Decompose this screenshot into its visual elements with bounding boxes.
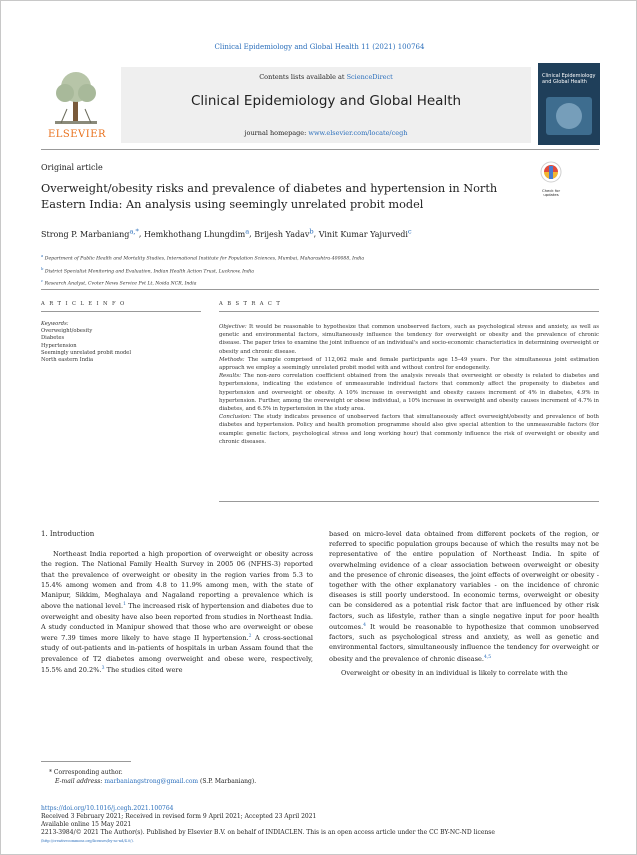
contents-prefix: Contents lists available at xyxy=(259,73,347,81)
paper-title: Overweight/obesity risks and prevalence of diabetes and hypertension in North Eastern India: An analysis using seemingly unrelated probit model xyxy=(41,182,498,211)
license-line: 2213-3984/© 2021 The Author(s). Published by Elsevier B.V. on behalf of INDIACLEN. This is an open access article under the CC BY-NC-ND license xyxy=(41,829,495,836)
author-3[interactable]: Brijesh Yadav$^b$ xyxy=(254,227,314,239)
intro-paragraph: Northeast India reported a high proportion of overweight or obesity across the region. The National Family Health Survey in 2005 06 (NFHS-3) reported that the prevalence of overweight or obesity in the region varies from 5.3 to 15.4% among women and from 4.8 to 11.9% among men, with the state of Manipur, Sikkim, Meghalaya and Nagaland reporting a prevalence which is above the national level.$^1$ The increased risk of hypertension and diabetes due to overweight and obesity have also been reported from studies in Northeast India. A study conducted in Manipur showed that those who are overweight or obese were 7.39 times more likely to have stage II hypertension.$^2$ A cross-sectional study of out-patients and in-patients of hospitals in urban Assam found that the prevalence of T2 diabetes among overweight and obese were, respectively, 15.5% and 20.2%.$^3$ The studies cited were xyxy=(41,550,314,674)
keyword: Overweight/obesity xyxy=(41,328,93,335)
affiliation-divider xyxy=(41,289,599,290)
publication-info xyxy=(41,805,601,845)
citation-link[interactable]: 4,5 xyxy=(483,654,492,660)
abstract-end-divider xyxy=(219,501,599,502)
affiliation-c: $^c$ Research Analyst, Cvoter News Service Pvt Lt, Noida NCR, India xyxy=(41,278,197,287)
contents-line xyxy=(121,73,531,81)
doi-link[interactable]: https://doi.org/10.1016/j.cegh.2021.100764 xyxy=(41,805,174,812)
keywords-block xyxy=(41,321,201,364)
email-line: E-mail address: marbaniangstrong@gmail.com (S.P. Marbaniang). xyxy=(55,778,257,785)
online-date: Available online 15 May 2021 xyxy=(41,821,132,828)
citation-link[interactable]: 3 xyxy=(101,665,105,671)
crossmark-label: Check for updates xyxy=(541,188,561,197)
keyword: Diabetes xyxy=(41,335,65,342)
abstract-divider xyxy=(219,311,599,312)
crossmark-button[interactable] xyxy=(538,161,564,197)
citation-link[interactable]: 4 xyxy=(363,622,367,628)
journal-cover[interactable] xyxy=(538,63,600,145)
masthead-center xyxy=(121,67,531,143)
author-4[interactable]: Vinit Kumar Yajurvedi$^c$ xyxy=(318,227,412,239)
article-info-divider xyxy=(41,311,201,312)
homepage-prefix: journal homepage: xyxy=(244,129,309,137)
affiliation-a: $^a$ Department of Public Health and Mortality Studies, International Institute for Population Sciences, Mumbai, Maharashtra-400088, India xyxy=(41,253,365,262)
footnote-divider xyxy=(41,761,131,762)
intro-paragraph-cont: based on micro-level data obtained from different pockets of the region, or referred to specific population groups because of which the results may not be representative of the entire population of Northeast India. In spite of overwhelming evidence of a clear association between overweight or obesity and the presence of chronic diseases, the joint effects of overweight or obesity - together with the other explanatory variables - on the incidence of chronic diseases is still poorly understood. In economic terms, overweight or obesity can be considered as a potential risk factor that are influenced by other risk factors, such as lifestyle, rather than a single negative input for poor health outcomes.$^4$ It would be reasonable to hypothesize that common unobserved factors, such as psychological stress and anxiety, as well as genetic and environmental factors, simultaneously influence the tendency for overweight or obesity and the prevalence of chronic disease.$^{4,5}$ xyxy=(329,530,599,663)
abstract-heading: A B S T R A C T xyxy=(219,301,282,307)
license-link[interactable]: (http://creativecommons.org/licenses/by-nc-nd/4.0/). xyxy=(41,839,134,843)
intro-heading: 1. Introduction xyxy=(41,530,95,538)
history: Received 3 February 2021; Received in revised form 9 April 2021; Accepted 23 April 2021 xyxy=(41,813,317,820)
citation-link[interactable]: 2 xyxy=(248,634,252,640)
article-type: Original article xyxy=(41,163,103,172)
elsevier-tree-icon xyxy=(51,69,101,125)
affiliation-b: $^b$ District Specialist Monitoring and Evaluation, Indian Health Action Trust, Lucknow, India xyxy=(41,265,255,275)
keywords-label: Keywords: xyxy=(41,321,69,327)
abstract-objective: Objective: It would be reasonable to hypothesize that common unobserved factors, such as psychological stress and anxiety, as well as genetic and environmental factors, simultaneously influence the tendency for overweight or obesity and the prevalence of chronic disease. The paper tries to examine the joint influence of an individual's and socio-economic characteristics in determining overweight or obesity and chronic disease. xyxy=(219,324,599,355)
author-2[interactable]: Hemkhothang Lhungdim$^a$ xyxy=(143,227,250,239)
cover-art-icon xyxy=(546,97,592,135)
author-list: Strong P. Marbaniang$^{a,*}$, Hemkhothang Lhungdim$^a$, Brijesh Yadav$^b$, Vinit Kumar Yajurvedi$^c$ xyxy=(41,227,412,239)
abstract-methods: Methods: The sample comprised of 112,062 male and female participants age 15–49 years. For the simultaneous joint estimation approach we employ a seemingly unrelated probit model with and without control for endogeneity. xyxy=(219,356,599,372)
homepage-line xyxy=(121,129,531,137)
elsevier-logo[interactable] xyxy=(43,67,107,143)
journal-title: Clinical Epidemiology and Global Health xyxy=(190,93,462,109)
abstract-conclusion: Conclusion: The study indicates presence of unobserved factors that simultaneously affect overweight/obesity and prevalence of both diabetes and hypertension. Policy and health promotion programme should also give special attention to the unmeasurable factors (for example: genetic factors, psychological stress and long working hour) that commonly influence the risk of overweight or obesity and chronic diseases. xyxy=(219,414,599,445)
journal-reference[interactable]: Clinical Epidemiology and Global Health 11 (2021) 100764 xyxy=(214,43,425,51)
journal-masthead xyxy=(41,63,601,145)
email-link[interactable]: marbaniangstrong@gmail.com xyxy=(104,778,199,785)
article-info-heading: A R T I C L E I N F O xyxy=(41,301,126,307)
keyword: North eastern India xyxy=(41,357,94,364)
author-1[interactable]: Strong P. Marbaniang$^{a,*}$ xyxy=(41,227,139,239)
keyword: Seemingly unrelated probit model xyxy=(41,349,132,356)
keyword: Hypertension xyxy=(41,342,77,349)
corresponding-author: * Corresponding author. xyxy=(49,769,123,776)
masthead-divider xyxy=(41,149,599,150)
intro-right-column xyxy=(329,529,599,678)
abstract-body xyxy=(219,323,599,446)
citation-link[interactable]: 1 xyxy=(123,602,126,608)
cover-title: Clinical Epidemiology and Global Health xyxy=(542,73,596,85)
abstract-results: Results: The non-zero correlation coefficient obtained from the analysis reveals that overweight or obesity is related to diabetes and hypertensions, indicating the existence of unmeasurable individual factors that commonly affect the propensity to diabetes and hypertension and overweight or obesity. A 10% increase in overweight and obesity causes increment of 4% in diabetes, 4.9% in hypertension. Further, among the overweight or obese individual, a 10% increase in overweight and obesity causes increment of 4.7% in diabetes, and 6.5% in hypertension in the study area. xyxy=(219,373,599,413)
intro-paragraph-2: Overweight or obesity in an individual is likely to correlate with the xyxy=(341,669,568,678)
sciencedirect-link[interactable]: ScienceDirect xyxy=(346,73,393,81)
homepage-link[interactable]: www.elsevier.com/locate/cegh xyxy=(308,129,408,137)
footnote xyxy=(41,768,601,786)
crossmark-icon xyxy=(538,161,564,185)
intro-left-column xyxy=(41,529,313,675)
affiliations xyxy=(41,251,601,289)
elsevier-wordmark: ELSEVIER xyxy=(47,129,107,140)
